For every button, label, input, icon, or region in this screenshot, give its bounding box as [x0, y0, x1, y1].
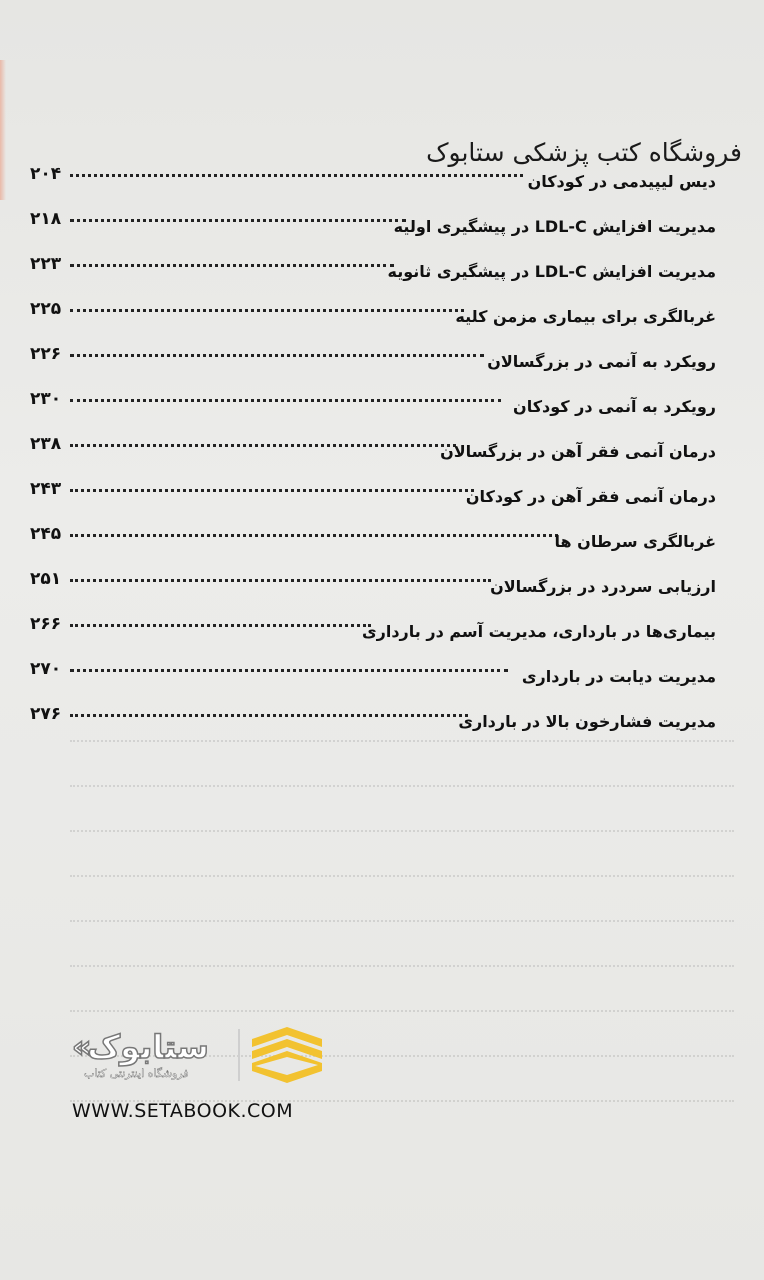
- toc-page-number: ۲۳۰: [30, 389, 62, 409]
- toc-entry: [30, 338, 716, 383]
- toc-entry: [30, 518, 716, 563]
- toc-page-number: ۲۱۸: [30, 209, 62, 229]
- toc-title: مدیریت دیابت در بارداری: [521, 667, 716, 686]
- toc-title: رویکرد به آنمی در کودکان: [513, 397, 716, 416]
- toc-page-number: ۲۰۴: [30, 164, 62, 184]
- page-edge: [0, 60, 6, 200]
- toc-entry: [30, 383, 716, 428]
- toc-title: مدیریت افزایش LDL-C در پیشگیری ثانویه: [387, 262, 716, 281]
- toc-leader-dots: [70, 219, 406, 222]
- toc-leader-dots: [70, 444, 456, 447]
- toc-entry: [30, 608, 716, 653]
- toc-title: بیماری‌ها در بارداری، مدیریت آسم در بارداری: [361, 622, 716, 641]
- toc-entry: [30, 203, 716, 248]
- toc-leader-dots: [70, 309, 464, 312]
- toc-page-number: ۲۷۶: [30, 704, 62, 724]
- logo-tagline: فروشگاه اینترنتی کتاب: [84, 1067, 189, 1080]
- toc-entry: [30, 698, 716, 743]
- site-url: WWW.SETABOOK.COM: [72, 1100, 294, 1122]
- toc-page-number: ۲۲۳: [30, 254, 62, 274]
- toc-leader-dots: [70, 534, 558, 537]
- toc-page-number: ۲۴۵: [30, 524, 62, 544]
- toc-leader-dots: [70, 579, 491, 582]
- toc-title: مدیریت افزایش LDL-C در پیشگیری اولیه: [393, 217, 716, 236]
- toc-leader-dots: [70, 174, 523, 177]
- toc-title: غربالگری سرطان ها: [554, 532, 716, 551]
- toc-entry: [30, 428, 716, 473]
- toc-title: درمان آنمی فقر آهن در کودکان: [465, 487, 716, 506]
- toc-entry: [30, 653, 716, 698]
- toc-title: غربالگری برای بیماری مزمن کلیه: [455, 307, 716, 326]
- toc-title: رویکرد به آنمی در بزرگسالان: [487, 352, 716, 371]
- toc-page-number: ۲۷۰: [30, 659, 62, 679]
- setabook-logo: [62, 1025, 327, 1095]
- table-of-contents: [30, 158, 716, 743]
- toc-leader-dots: [70, 264, 394, 267]
- toc-leader-dots: [70, 399, 501, 402]
- logo-brand-name: ستابوک: [87, 1028, 209, 1066]
- toc-page-number: ۲۵۱: [30, 569, 62, 589]
- toc-page-number: ۲۲۶: [30, 344, 62, 364]
- chevrons-left-icon: «: [72, 1029, 84, 1065]
- toc-leader-dots: [70, 714, 468, 717]
- toc-leader-dots: [70, 669, 508, 672]
- toc-title: ارزیابی سردرد در بزرگسالان: [490, 577, 716, 596]
- toc-title: درمان آنمی فقر آهن در بزرگسالان: [440, 442, 716, 461]
- logo-wordmark: [72, 1025, 237, 1069]
- logo-divider: [238, 1029, 240, 1081]
- toc-page-number: ۲۲۵: [30, 299, 62, 319]
- toc-leader-dots: [70, 489, 474, 492]
- toc-leader-dots: [70, 624, 371, 627]
- toc-title: دیس لیپیدمی در کودکان: [527, 172, 716, 191]
- toc-entry: [30, 293, 716, 338]
- toc-title: مدیریت فشارخون بالا در بارداری: [458, 712, 716, 731]
- book-mark-icon: [248, 1025, 326, 1085]
- toc-page-number: ۲۶۶: [30, 614, 62, 634]
- toc-entry: [30, 248, 716, 293]
- toc-leader-dots: [70, 354, 484, 357]
- toc-entry: [30, 563, 716, 608]
- store-watermark-title: فروشگاه کتب پزشکی ستابوک: [426, 138, 742, 167]
- toc-page-number: ۲۴۳: [30, 479, 62, 499]
- toc-page-number: ۲۳۸: [30, 434, 62, 454]
- toc-entry: [30, 158, 716, 203]
- toc-entry: [30, 473, 716, 518]
